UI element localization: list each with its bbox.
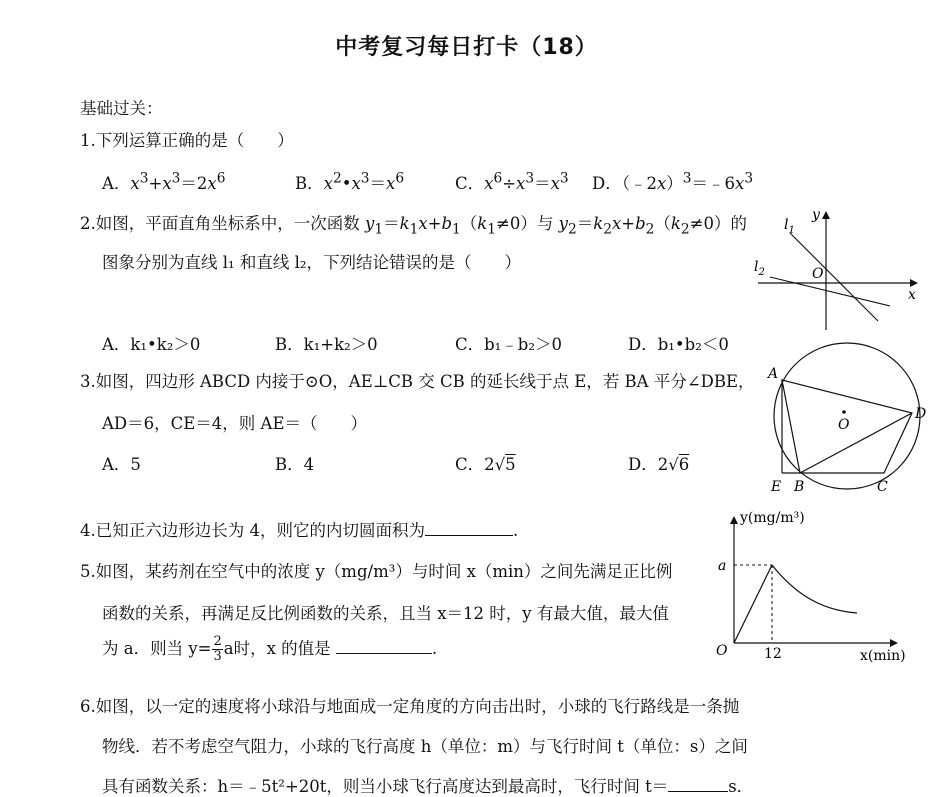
q2-line1: 2.如图，平面直角坐标系中，一次函数 $y_1=k_1x+b_1(k_1\ne 0)$与 $y_2=k_2x+b_2(k_2\ne 0)$的 [80, 214, 747, 238]
q3-option-b: B．4 [275, 455, 315, 474]
q2-label-x: x [908, 287, 916, 303]
q3-center-point [842, 410, 846, 414]
q3-label-o: O [838, 417, 850, 433]
q3-circle-figure [762, 340, 933, 498]
q2-option-c: C．b₁﹣b₂＞0 [455, 335, 562, 354]
q5-line2: 函数的关系，再满足反比例函数的关系，且当 x＝12 时，y 有最大值，最大值 [102, 604, 669, 623]
q5-y-label: y(mg/m³) [740, 510, 805, 526]
q2-line-l1 [790, 233, 878, 321]
page-title: 中考复习每日打卡（18） [335, 35, 598, 60]
q5-linear-segment [734, 565, 772, 643]
q1-option-a: A．$x^3+x^3=2x^6$ [102, 170, 226, 193]
q4-answer-blank[interactable] [425, 521, 513, 536]
q3-label-c: C [877, 479, 888, 495]
q5-line3: 为 a．则当 y= $\frac{2}{3}$ a时，x 的值是 . [102, 634, 438, 664]
q4-stem: 4.已知正六边形边长为 4，则它的内切圆面积为 . [80, 521, 519, 540]
q2-label-l2: $l_2$ [754, 259, 765, 278]
q2-coordinate-figure [750, 205, 925, 335]
q1-option-c: C．$x^6\div x^3=x^3$ [455, 170, 569, 193]
q1-stem: 1.下列运算正确的是（ ） [80, 131, 294, 150]
q2-line2: 图象分别为直线 l₁ 和直线 l₂，下列结论错误的是（ ） [102, 253, 522, 272]
q5-y-arrow [730, 516, 738, 524]
q5-x-arrow [890, 639, 898, 647]
q2-y-arrow [822, 211, 830, 219]
q2-label-origin: O [812, 266, 824, 282]
q2-label-y: y [812, 207, 820, 223]
q1-options [102, 170, 822, 192]
q2-option-b: B．k₁+k₂＞0 [275, 335, 378, 354]
q2-line-l2 [770, 277, 890, 306]
q5-answer-blank[interactable] [336, 639, 432, 654]
q1-option-b: B．$x^2•x^3=x^6$ [295, 170, 405, 193]
q2-option-d: D．b₁•b₂＜0 [628, 335, 729, 354]
q6-answer-blank[interactable] [668, 777, 728, 792]
q2-options [102, 331, 742, 353]
q3-line1: 3.如图，四边形 ABCD 内接于⊙O，AE⊥CB 交 CB 的延长线于点 E，若 BA 平分∠DBE， [80, 372, 755, 391]
section-heading: 基础过关： [80, 99, 163, 118]
q5-line1: 5.如图，某药剂在空气中的浓度 y（mg/m³）与时间 x（min）之间先满足正比例 [80, 562, 673, 581]
q3-label-a: A [768, 366, 779, 382]
q2-x-arrow [910, 279, 918, 287]
q5-label-origin: O [716, 643, 728, 659]
q3-line2: AD＝6，CE＝4，则 AE＝（ ） [102, 414, 368, 433]
q3-label-e: E [771, 479, 782, 495]
q5-label-a: a [718, 558, 727, 574]
q1-option-d: D．$(﹣2x)^3=﹣6x^3$ [592, 170, 754, 193]
q5-tick-12: 12 [764, 646, 782, 662]
q3-option-a: A．5 [102, 455, 141, 474]
q3-diagonal-bd [800, 413, 912, 473]
q5-concentration-graph [712, 500, 930, 672]
q5-inverse-curve [772, 565, 857, 613]
q6-line3: 具有函数关系：h＝﹣5t²+20t，则当小球飞行高度达到最高时，飞行时间 t＝ s． [102, 777, 754, 796]
q3-label-d: D [915, 406, 927, 422]
q2-label-l1: $l_1$ [784, 217, 795, 236]
q2-option-a: A．k₁•k₂＞0 [102, 335, 201, 354]
q6-line1: 6.如图，以一定的速度将小球沿与地面成一定角度的方向击出时，小球的飞行路线是一条抛 [80, 697, 740, 716]
q3-circle [774, 343, 920, 489]
q3-option-d: D．2√6 [628, 455, 690, 474]
q6-line2: 物线．若不考虑空气阻力，小球的飞行高度 h（单位：m）与飞行时间 t（单位：s）之间 [102, 737, 748, 756]
q3-options [102, 451, 742, 475]
q5-fraction: $\frac{2}{3}$ [213, 634, 222, 664]
q3-option-c: C．2√5 [455, 455, 516, 474]
q5-x-label: x(min) [860, 648, 906, 664]
q3-label-b: B [794, 479, 805, 495]
